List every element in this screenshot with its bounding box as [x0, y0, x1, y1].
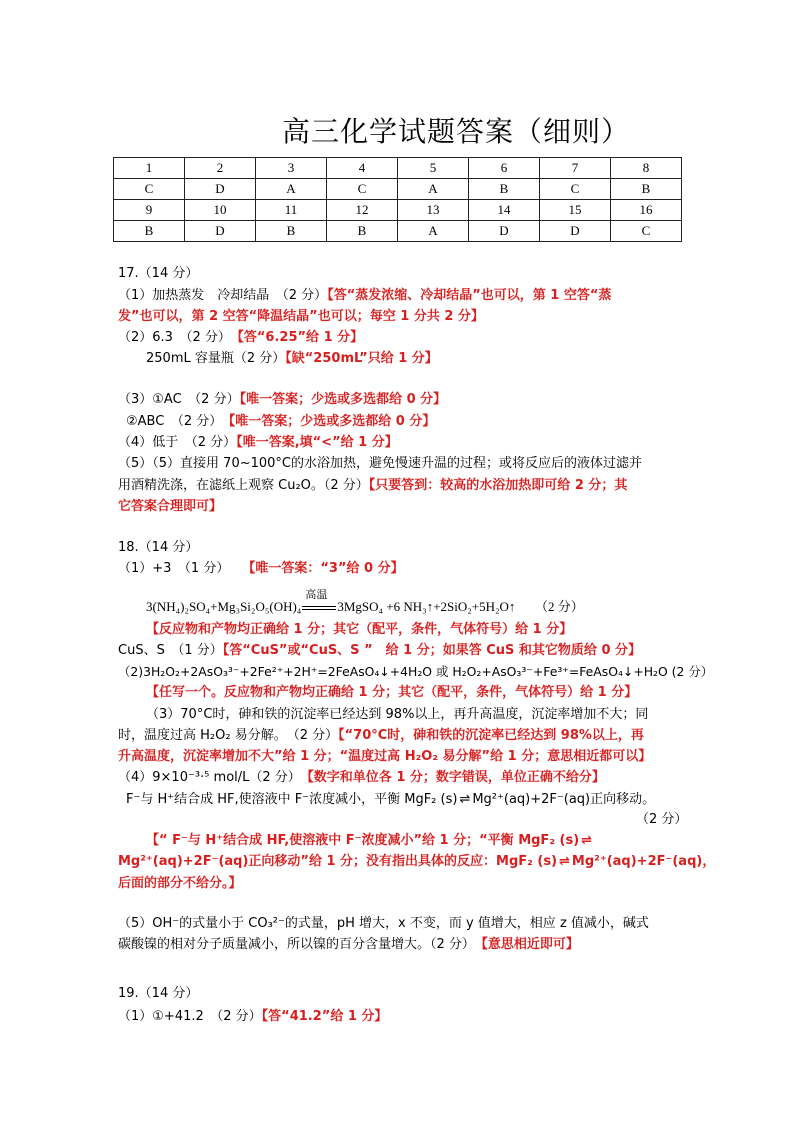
equilibrium-arrow-icon: ⇌: [459, 792, 471, 807]
q17-part5-line2: [118, 476, 627, 496]
question-number-cell: 8: [611, 158, 682, 179]
question-number-row: [114, 158, 682, 179]
q18-part4-explain-a: F⁻与 H⁺结合成 HF,使溶液中 F⁻浓度减小，平衡 MgF₂ (s): [126, 792, 458, 807]
q17-part1-rule: 【答“蒸发浓缩、冷却结晶”也可以，第 1 空答“蒸: [327, 288, 612, 303]
q17-part3b-answer: ②ABC （2 分）: [126, 414, 216, 429]
q19-header: 19.（14 分）: [118, 986, 199, 1001]
answer-cell: C: [540, 179, 611, 200]
q17-part3b: [126, 412, 435, 432]
question-number-cell: 12: [327, 200, 398, 221]
q18-part4-answer: （4）9×10⁻³·⁵ mol/L（2 分）: [118, 770, 295, 785]
q17-header: 17.（14 分）: [118, 266, 199, 281]
q18-part1: [118, 559, 404, 579]
q18-part3-rule: 【“70°C时，砷和铁的沉淀率已经达到 98%以上，再: [338, 728, 644, 743]
q18-part4-rule2: [146, 831, 594, 851]
q18-part1b: [118, 641, 641, 661]
q18-part5-rule: 【意思相近即可】: [481, 937, 579, 952]
q18-part1b-answer: CuS、S （1 分）: [118, 643, 223, 658]
q19-part1-rule: 【答“41.2”给 1 分】: [261, 1009, 388, 1024]
q17-part5-rule: 【只要答到：较高的水浴加热即可给 2 分；其: [368, 478, 628, 493]
q18-part1-rule2: 【反应物和产物均正确给 1 分；其它（配平，条件，气体符号）给 1 分】: [146, 622, 573, 637]
answer-cell: C: [611, 221, 682, 242]
q18-part4-rule2-cont: [118, 852, 715, 872]
equation-products: 3MgSO₄ +6 NH₃↑+2SiO₂+5H₂O↑: [337, 599, 516, 614]
answer-cell: B: [611, 179, 682, 200]
answer-cell: C: [114, 179, 185, 200]
page-title: 高三化学试题答案（细则）: [282, 115, 631, 148]
q18-part1-rule: 【唯一答案：“3”给 0 分】: [248, 561, 404, 576]
question-number-cell: 16: [611, 200, 682, 221]
answer-cell: B: [469, 179, 540, 200]
q18-part2-rule: 【任写一个。反应物和产物均正确给 1 分；其它（配平，条件，气体符号）给 1 分】: [146, 685, 638, 700]
q18-part4-rule: 【数字和单位各 1 分；数字错误，单位正确不给分】: [307, 770, 605, 785]
q18-part2-equation: （2)3H₂O₂+2AsO₃³⁻+2Fe²⁺+2H⁺=2FeAsO₄↓+4H₂O 或 H₂O₂+AsO₃³⁻+Fe³⁺=FeAsO₄↓+H₂O (2 分）: [118, 664, 714, 679]
q18-part5-line1: （5）OH⁻的式量小于 CO₃²⁻的式量，pH 增大，x 不变，而 y 值增大，相应 z 值减小，碱式: [118, 916, 649, 931]
answer-cell: D: [469, 221, 540, 242]
equation-score: （2 分）: [541, 599, 584, 614]
q17-part4: [118, 433, 398, 453]
q18-equation: [146, 588, 584, 615]
q17-part2b-answer: 250mL 容量瓶（2 分）: [146, 351, 286, 366]
equilibrium-arrow-icon: ⇌: [581, 833, 593, 848]
q17-part5-answer: 用酒精洗涤，在滤纸上观察 Cu₂O。（2 分）: [118, 478, 369, 493]
answer-cell: B: [114, 221, 185, 242]
q17-part2b: [146, 349, 438, 369]
q17-part2: [118, 328, 363, 348]
q18-part1b-rule: 【答“CuS”或“CuS、S ” 给 1 分；如果答 CuS 和其它物质给 0 分】: [222, 643, 642, 658]
question-number-cell: 9: [114, 200, 185, 221]
q17-part3b-rule: 【唯一答案；少选或多选都给 0 分】: [228, 414, 436, 429]
q17-part2b-rule: 【缺“250mL”只给 1 分】: [285, 351, 438, 366]
answer-key-table: [113, 157, 682, 242]
q18-part5-answer: 碳酸镍的相对分子质量减小，所以镍的百分含量增大。（2 分）: [118, 937, 469, 952]
answer-cell: A: [398, 179, 469, 200]
q17-part5-rule-cont: 它答案合理即可】: [118, 499, 223, 514]
q19-part1: [118, 1007, 387, 1027]
answer-row: [114, 221, 682, 242]
q18-part4-rule2-b: Mg²⁺(aq)+2F⁻(aq)正向移动”给 1 分；没有指出具体的反应：MgF₂ (s): [118, 854, 558, 869]
question-number-cell: 4: [327, 158, 398, 179]
question-number-cell: 1: [114, 158, 185, 179]
q17-part4-rule: 【唯一答案,填“<”给 1 分】: [236, 435, 398, 450]
q17-part1: [118, 286, 611, 306]
q17-part4-answer: （4）低于 （2 分）: [118, 435, 237, 450]
q18-part4-explain: [126, 790, 655, 810]
q18-part3-line1: （3）70°C时，砷和铁的沉淀率已经达到 98%以上，再升高温度，沉淀率增加不大；同: [146, 707, 649, 722]
question-number-cell: 13: [398, 200, 469, 221]
q18-part4-rule2-end: 后面的部分不给分。】: [118, 876, 242, 891]
equilibrium-arrow-icon: ⇌: [559, 854, 570, 869]
q18-part1-answer: （1）+3 （1 分）: [118, 561, 223, 576]
q17-part5-line1: （5）（5）直接用 70~100°C的水浴加热，避免慢速升温的过程；或将反应后的液体过滤并: [118, 456, 642, 471]
q17-part1-answer: （1）加热蒸发 冷却结晶 （2 分）: [118, 288, 328, 303]
answer-cell: B: [327, 221, 398, 242]
answer-cell: D: [185, 179, 256, 200]
q18-part4-explain-b: Mg²⁺(aq)+2F⁻(aq)正向移动。: [472, 792, 656, 807]
q18-part4-rule2-a: 【“ F⁻与 H⁺结合成 HF,使溶液中 F⁻浓度减小”给 1 分；“平衡 MgF₂ (s): [146, 833, 580, 848]
q18-part3-line2: [118, 726, 644, 746]
q18-part3-rule-cont: 升高温度，沉淀率增加不大”给 1 分；“温度过高 H₂O₂ 易分解”给 1 分；意思相近都可以】: [118, 749, 652, 764]
q18-header: 18.（14 分）: [118, 540, 199, 555]
q17-part3a: [118, 390, 446, 410]
answer-cell: A: [398, 221, 469, 242]
q17-part1-rule-cont: 发”也可以，第 2 空答“降温结晶”也可以；每空 1 分共 2 分】: [118, 309, 484, 324]
q18-part3-answer: 时，温度过高 H₂O₂ 易分解。 （2 分）: [118, 728, 339, 743]
question-number-cell: 6: [469, 158, 540, 179]
answer-row: [114, 179, 682, 200]
q17-part2-answer: （2）6.3 （2 分）: [118, 330, 225, 345]
equation-condition: 高温: [305, 588, 328, 601]
q19-part1-answer: （1）①+41.2 （2 分）: [118, 1009, 262, 1024]
question-number-cell: 3: [256, 158, 327, 179]
question-number-cell: 14: [469, 200, 540, 221]
q18-part5-line2: [118, 935, 579, 955]
equation-condition-arrow: [301, 588, 337, 615]
q17-part3a-rule: 【唯一答案；少选或多选都给 0 分】: [239, 392, 447, 407]
answer-cell: D: [185, 221, 256, 242]
answer-cell: A: [256, 179, 327, 200]
question-number-cell: 10: [185, 200, 256, 221]
question-number-cell: 15: [540, 200, 611, 221]
answer-cell: D: [540, 221, 611, 242]
question-number-cell: 7: [540, 158, 611, 179]
q18-part4-rule2-c: Mg²⁺(aq)+2F⁻(aq)，: [571, 854, 716, 869]
answer-cell: B: [256, 221, 327, 242]
equation-reactants: 3(NH₄)₂SO₄+Mg₃Si₂O₅(OH)₄: [146, 599, 302, 614]
q18-part4: [118, 768, 605, 788]
answer-cell: C: [327, 179, 398, 200]
question-number-cell: 11: [256, 200, 327, 221]
q17-part3a-answer: （3）①AC （2 分）: [118, 392, 240, 407]
q18-part4-explain-score: （2 分）: [636, 812, 688, 827]
question-number-cell: 5: [398, 158, 469, 179]
question-number-cell: 2: [185, 158, 256, 179]
q17-part2-rule: 【答“6.25”给 1 分】: [237, 330, 364, 345]
question-number-row: [114, 200, 682, 221]
